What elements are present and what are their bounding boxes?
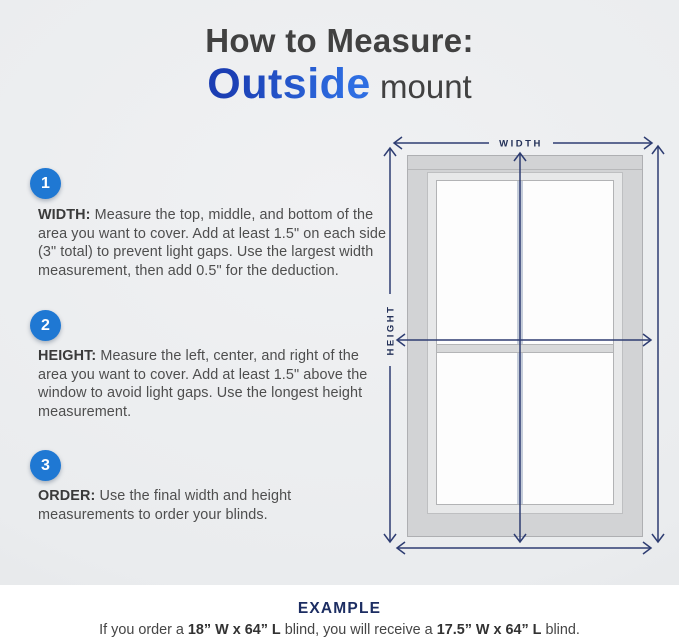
example-section (0, 599, 679, 640)
width-label: WIDTH (499, 138, 543, 150)
window-frame (427, 172, 623, 514)
page-subtitle (0, 61, 679, 117)
window-vertical-mullion (517, 181, 523, 504)
example-size-received: 17.5” W x 64” L (436, 622, 542, 638)
title-accent-outside: Outside (207, 60, 371, 108)
step-1-number-badge: 1 (30, 168, 61, 199)
step-2-body: Measure the left, center, and right of the area you want to cover. Add at least 1.5" above the window to avoid light gaps. Use the longest height measurement. (38, 348, 368, 420)
step-2-number-badge: 2 (30, 310, 61, 341)
example-size-ordered: 18” W x 64” L (187, 622, 281, 638)
example-post: blind. (541, 622, 580, 638)
window-illustration (407, 155, 643, 537)
step-3-label: ORDER: (38, 488, 96, 504)
step-3-number-badge: 3 (30, 450, 61, 481)
example-pre: If you order a (99, 622, 188, 638)
window-casing-seam (408, 169, 642, 170)
example-heading: EXAMPLE (297, 600, 382, 617)
example-mid: blind, you will receive a (280, 622, 437, 638)
step-1-label: WIDTH: (38, 207, 91, 223)
step-2-label: HEIGHT: (38, 348, 97, 364)
example-body (0, 621, 679, 640)
page-title: How to Measure: (205, 22, 474, 59)
step-2-text (38, 347, 388, 421)
height-label: HEIGHT (385, 304, 397, 356)
step-1-body: Measure the top, middle, and bottom of the area you want to cover. Add at least 1.5" on each side (3" total) to prevent light gaps. Use the largest width measurement, then add 0.5" for the deduction. (38, 207, 387, 279)
step-3-text (38, 487, 388, 524)
step-3-body: Use the final width and height measurements to order your blinds. (38, 488, 292, 523)
title-suffix-mount: mount (370, 68, 472, 105)
step-1-text (38, 206, 388, 280)
title-block (0, 22, 679, 117)
window-horizontal-mullion (437, 344, 613, 353)
window-glass (436, 180, 614, 505)
